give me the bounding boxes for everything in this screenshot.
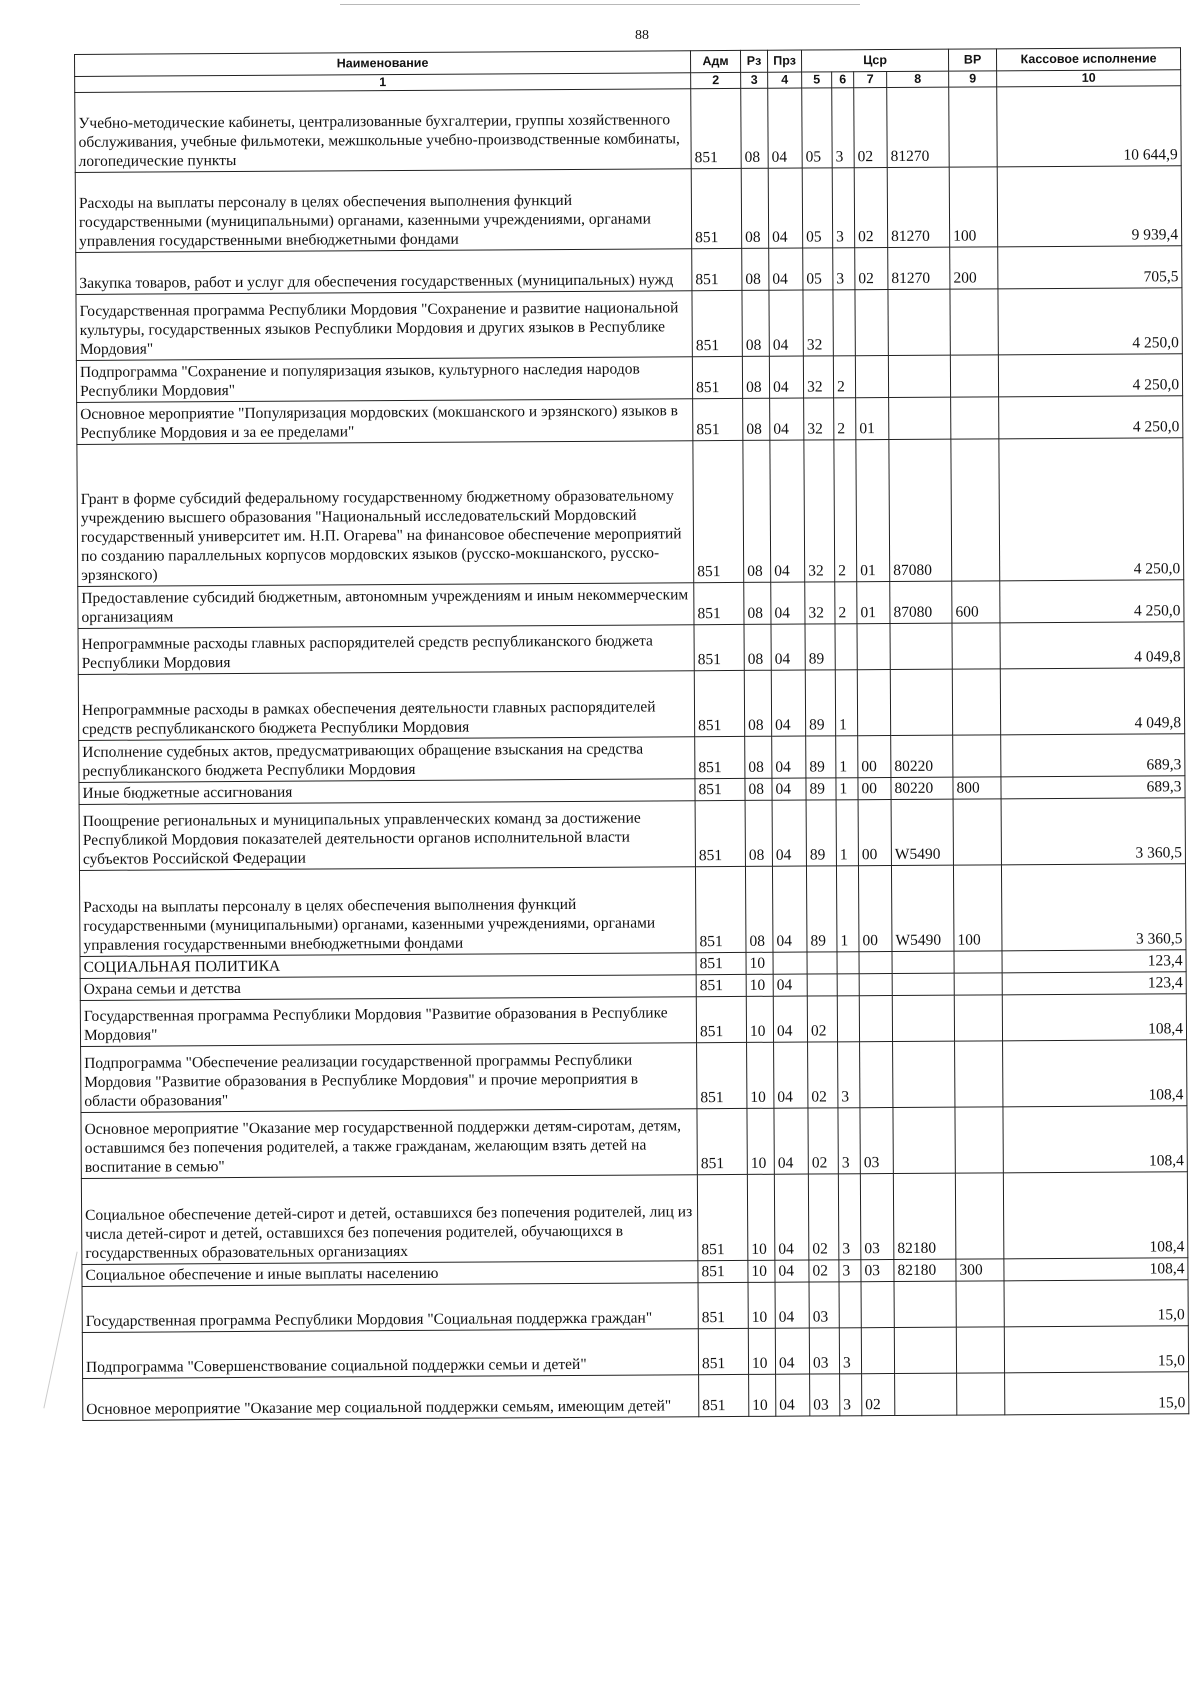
row-csr-5: 32 [804,398,834,440]
row-csr-8 [892,951,954,973]
row-adm: 851 [697,1108,747,1174]
row-name: Непрограммные расходы главных распорядителей средств республиканского бюджета Республики Мордовия [78,625,694,675]
header-prz: Прз [767,50,801,72]
row-csr-6: 3 [832,168,854,248]
row-csr-6: 2 [834,398,856,440]
row-prz: 04 [772,866,807,952]
row-name: Поощрение региональных и муниципальных управленческих команд за достижение Республикой Мордовия показателей деятельности органов исполнительной власти субъектов Российской Федерации [79,801,695,871]
row-csr-6: 1 [836,800,858,866]
table-row [79,798,1185,871]
row-rz: 08 [742,248,769,290]
row-vr [956,1327,1004,1373]
row-adm: 851 [697,1174,748,1260]
row-prz: 04 [775,1328,809,1374]
row-prz: 04 [769,290,803,356]
row-prz: 04 [770,398,804,440]
row-adm: 851 [695,866,746,952]
row-csr-5: 02 [808,1042,838,1108]
row-vr: 800 [953,777,1001,799]
row-name: Исполнение судебных актов, предусматривающих обращение взыскания на средства республиканского бюджета Республики Мордовия [79,737,695,783]
row-rz: 08 [742,356,769,398]
row-name: Расходы на выплаты персоналу в целях обеспечения выполнения функций государственными (муниципальными) органами, казенными учреждениями, органами управления государственными внебюджетными фондами [79,867,696,957]
row-csr-8: 80220 [891,735,953,777]
row-amount: 4 250,0 [998,354,1182,397]
row-csr-7 [859,952,892,974]
row-csr-8: 81270 [887,167,950,247]
row-vr [955,1107,1003,1173]
row-csr-6 [833,290,855,356]
row-csr-6 [837,974,859,996]
row-amount: 15,0 [1004,1326,1188,1373]
row-amount: 4 250,0 [999,396,1183,439]
row-rz: 10 [746,952,773,974]
row-csr-7: 03 [861,1260,894,1282]
table-row [78,580,1184,629]
row-csr-7 [855,356,888,398]
row-csr-5: 03 [809,1328,839,1374]
row-csr-7 [860,1042,893,1108]
row-adm: 851 [698,1282,748,1328]
row-csr-5: 03 [809,1282,839,1328]
row-adm: 851 [696,996,746,1042]
row-vr: 300 [956,1259,1004,1281]
row-csr-7: 01 [856,398,889,440]
row-vr [954,951,1002,973]
row-rz: 08 [743,398,770,440]
row-csr-6: 3 [833,248,855,290]
row-csr-6: 1 [836,736,858,778]
row-name: Государственная программа Республики Мордовия "Сохранение и развитие национальной культуры, государственных языков Республики Мордовия и других языков в Республике Мордовия" [76,291,692,361]
row-adm: 851 [692,290,742,356]
row-rz: 08 [741,168,768,248]
row-csr-7: 00 [858,778,891,800]
row-vr [954,973,1002,995]
table-row [82,1280,1188,1333]
row-csr-8 [889,397,951,439]
row-name: Государственная программа Республики Мордовия "Развитие образования в Республике Мордовия" [80,997,696,1047]
row-amount: 108,4 [1003,1172,1188,1259]
row-csr-7 [861,1282,894,1328]
row-rz: 10 [747,1042,774,1108]
row-amount: 108,4 [1003,1040,1187,1107]
row-csr-7: 00 [858,736,891,778]
column-number: 4 [768,72,802,88]
row-amount: 689,3 [1001,734,1185,777]
row-name: Подпрограмма "Совершенствование социальной поддержки семьи и детей" [82,1329,698,1379]
row-rz: 10 [748,1260,775,1282]
row-csr-6: 3 [832,88,854,168]
row-csr-5: 32 [804,440,835,582]
row-csr-7 [861,1328,894,1374]
row-name: Грант в форме субсидий федеральному государственному бюджетному образовательному учреждению высшего образования "Национальный исследовательский Мордовский государственный университет им. Н.П. Огарева" на финансовое обеспечение мероприятий по созданию параллельных корпусов мордовских языков (русско-мокшанского, русско-эрзянского) [77,441,694,587]
row-adm: 851 [692,356,742,398]
row-vr: 200 [950,247,998,289]
row-csr-6 [837,952,859,974]
row-amount: 4 049,8 [1000,622,1184,669]
row-csr-6: 1 [836,778,858,800]
row-amount: 108,4 [1003,1106,1187,1173]
column-number: 1 [75,73,691,93]
row-name: СОЦИАЛЬНАЯ ПОЛИТИКА [80,953,696,979]
header-adm: Адм [690,50,740,72]
row-csr-5: 02 [807,996,837,1042]
row-prz: 04 [774,1174,809,1260]
row-vr [950,289,998,355]
row-csr-5: 32 [803,290,833,356]
table-row [81,1172,1188,1265]
row-name: Подпрограмма "Сохранение и популяризация языков, культурного наследия народов Республики Мордовия" [76,357,692,403]
row-csr-8 [894,1281,956,1327]
row-csr-8: W5490 [891,865,954,951]
table-row [76,354,1182,403]
row-csr-7: 02 [854,88,887,168]
table-row [81,1106,1187,1179]
row-amount: 3 360,5 [1002,864,1187,951]
row-csr-8 [888,355,950,397]
row-adm: 851 [698,1328,748,1374]
row-csr-8 [890,669,952,735]
row-csr-8: 81270 [888,247,950,289]
row-csr-6: 3 [840,1374,862,1416]
row-amount: 15,0 [1005,1372,1189,1415]
row-prz: 04 [773,996,807,1042]
row-csr-6: 1 [836,866,859,952]
table-row [75,86,1181,173]
row-amount: 705,5 [998,246,1182,289]
row-amount: 4 250,0 [1000,580,1184,623]
row-csr-8 [893,1041,955,1107]
header-csr: Цср [801,49,948,72]
row-csr-6 [837,996,859,1042]
row-rz: 10 [748,1282,775,1328]
row-adm: 851 [696,974,746,996]
column-number: 7 [854,72,887,88]
column-number: 6 [832,72,854,88]
row-prz: 04 [774,1108,808,1174]
row-rz: 08 [743,440,771,582]
row-csr-5: 89 [806,778,836,800]
row-name: Государственная программа Республики Мордовия "Социальная поддержка граждан" [82,1283,698,1333]
column-number: 8 [887,71,949,87]
row-csr-5 [807,952,837,974]
row-prz: 04 [775,1282,809,1328]
row-prz: 04 [772,800,806,866]
row-csr-5: 89 [806,736,836,778]
row-vr [957,1373,1005,1415]
row-csr-8 [893,1107,955,1173]
row-name: Основное мероприятие "Оказание мер государственной поддержки детям-сиротам, детям, оставшимся без попечения родителей, а также гражданам, желающим взять детей на воспитание в семью" [81,1109,697,1179]
row-csr-7: 02 [854,168,887,248]
row-vr [952,669,1000,735]
table-row [78,622,1184,675]
row-csr-8 [892,995,954,1041]
row-adm: 851 [697,1042,747,1108]
row-prz [773,952,807,974]
row-adm: 851 [698,1260,748,1282]
row-vr [953,799,1001,865]
row-rz: 10 [746,996,773,1042]
column-number: 2 [691,72,741,88]
row-amount: 9 939,4 [997,166,1181,247]
row-csr-6: 3 [838,1108,860,1174]
row-amount: 3 360,5 [1001,798,1185,865]
row-csr-5: 89 [806,866,837,952]
row-csr-7: 01 [857,582,890,624]
budget-sheet [74,47,1188,1421]
table-row [83,1372,1189,1421]
row-csr-8: 80220 [891,777,953,799]
row-name: Учебно-методические кабинеты, централизованные бухгалтерии, группы хозяйственного обслуживания, учебные фильмотеки, межшкольные учебно-производственные комбинаты, логопедические пункты [75,89,691,173]
row-vr: 100 [954,865,1003,951]
row-csr-5: 05 [802,168,832,248]
row-vr [950,355,998,397]
table-body [75,86,1189,1421]
row-amount: 108,4 [1004,1258,1188,1281]
row-csr-7: 01 [856,440,890,582]
table-row [75,166,1181,253]
row-adm: 851 [691,88,741,168]
row-adm: 851 [695,736,745,778]
table-row [76,288,1182,361]
row-rz: 08 [745,778,772,800]
table-row [81,1040,1187,1113]
row-rz: 10 [748,1328,775,1374]
row-csr-7 [859,974,892,996]
header-vr: ВР [949,49,997,71]
row-csr-8: 87080 [890,581,952,623]
row-vr [956,1281,1004,1327]
row-adm: 851 [693,398,743,440]
table-row [77,396,1183,445]
row-prz: 04 [769,248,803,290]
scan-artifact-line [340,4,860,5]
row-csr-6 [835,624,857,670]
row-csr-6: 2 [835,582,857,624]
row-vr [949,87,997,167]
row-adm: 851 [693,440,744,582]
row-csr-8 [892,973,954,995]
row-csr-6: 1 [835,670,857,736]
row-csr-5: 02 [808,1174,839,1260]
row-amount: 15,0 [1004,1280,1188,1327]
row-adm: 851 [696,952,746,974]
row-csr-7: 02 [855,248,888,290]
row-csr-7 [857,670,890,736]
table-row [76,246,1182,295]
row-rz: 08 [745,736,772,778]
row-amount: 10 644,9 [997,86,1181,167]
row-csr-6: 3 [838,1174,861,1260]
row-csr-7: 00 [858,866,892,952]
row-rz: 08 [744,582,771,624]
row-vr [951,439,1000,581]
row-csr-5: 02 [809,1260,839,1282]
row-prz: 04 [771,624,805,670]
row-csr-8 [888,289,950,355]
row-prz: 04 [769,356,803,398]
table-row [80,994,1186,1047]
table-row [78,668,1184,741]
row-csr-8: 81270 [887,87,950,167]
row-csr-5: 03 [810,1374,840,1416]
row-csr-5: 89 [806,800,836,866]
row-csr-8 [890,623,952,669]
table-row [82,1326,1188,1379]
row-rz: 08 [742,290,769,356]
row-prz: 04 [776,1374,810,1416]
row-csr-8: 87080 [889,439,952,581]
row-name: Основное мероприятие "Популяризация мордовских (мокшанского и эрзянского) языков в Республике Мордовия и за ее пределами" [77,399,693,445]
row-csr-7: 00 [858,800,891,866]
table-row [77,438,1184,587]
row-csr-5: 32 [803,356,833,398]
page-number: 88 [635,28,649,43]
row-csr-5: 02 [808,1108,838,1174]
row-vr [955,1041,1003,1107]
row-vr [952,623,1000,669]
row-csr-8: 82180 [894,1259,956,1281]
row-csr-7 [857,624,890,670]
row-amount: 4 049,8 [1000,668,1184,735]
column-number: 10 [997,70,1181,87]
row-vr [954,995,1002,1041]
row-csr-7: 02 [862,1374,895,1416]
row-csr-6: 2 [834,440,857,582]
row-csr-5: 05 [802,88,832,168]
row-vr: 600 [952,581,1000,623]
row-name: Подпрограмма "Обеспечение реализации государственной программы Республики Мордовия "Развитие образования в Республике Мордовия" и прочие мероприятия в области образования" [81,1043,697,1113]
row-amount: 123,4 [1002,972,1186,995]
header-amount: Кассовое исполнение [997,48,1181,71]
row-csr-5: 05 [803,248,833,290]
row-csr-5 [807,974,837,996]
row-prz: 04 [772,736,806,778]
row-amount: 108,4 [1002,994,1186,1041]
row-name: Расходы на выплаты персоналу в целях обеспечения выполнения функций государственными (муниципальными) органами, казенными учреждениями, органами управления государственными внебюджетными фондами [75,169,691,253]
row-adm: 851 [694,624,744,670]
scan-artifact-mark [43,1252,77,1409]
row-amount: 123,4 [1002,950,1186,973]
row-adm: 851 [694,670,744,736]
row-csr-6: 3 [839,1260,861,1282]
row-name: Социальное обеспечение детей-сирот и детей, оставшихся без попечения родителей, лиц из числа детей-сирот и детей, оставшихся без попечения родителей, обучающихся в государственных образовательных организациях [81,1175,698,1265]
row-vr [955,1173,1004,1259]
row-prz: 04 [768,168,802,248]
row-prz: 04 [773,974,807,996]
row-csr-5: 89 [805,624,835,670]
row-adm: 851 [695,778,745,800]
row-csr-7 [855,290,888,356]
row-prz: 04 [770,440,805,582]
row-csr-6 [839,1282,861,1328]
row-rz: 10 [747,1108,774,1174]
row-csr-7: 03 [860,1174,894,1260]
row-csr-7 [859,996,892,1042]
row-csr-8 [894,1327,956,1373]
row-prz: 04 [768,88,802,168]
budget-table [74,47,1189,1421]
row-name: Непрограммные расходы в рамках обеспечения деятельности главных распорядителей средств республиканского бюджета Республики Мордовия [78,671,694,741]
row-rz: 08 [745,800,772,866]
row-name: Социальное обеспечение и иные выплаты населению [82,1261,698,1287]
row-rz: 10 [747,1174,775,1260]
row-vr [951,397,999,439]
row-name: Предоставление субсидий бюджетным, автономным учреждениям и иным некоммерческим организациям [78,583,694,629]
row-name: Основное мероприятие "Оказание мер социальной поддержки семьям, имеющим детей" [83,1375,699,1421]
row-csr-8: 82180 [893,1173,956,1259]
row-adm: 851 [692,248,742,290]
row-rz: 10 [749,1374,776,1416]
row-adm: 851 [694,582,744,624]
row-csr-5: 32 [805,582,835,624]
column-number: 3 [741,72,768,88]
row-name: Иные бюджетные ассигнования [79,779,695,805]
header-rz: Рз [740,50,767,72]
row-csr-8 [895,1373,957,1415]
row-csr-5: 89 [805,670,835,736]
row-prz: 04 [771,670,805,736]
row-name: Закупка товаров, работ и услуг для обеспечения государственных (муниципальных) нужд [76,249,692,295]
table-row [79,864,1186,957]
row-rz: 10 [746,974,773,996]
row-vr [953,735,1001,777]
row-prz: 04 [771,582,805,624]
row-vr: 100 [949,167,997,247]
row-amount: 689,3 [1001,776,1185,799]
row-csr-6: 3 [839,1328,861,1374]
row-csr-8: W5490 [891,799,953,865]
row-adm: 851 [699,1374,749,1416]
row-amount: 4 250,0 [999,438,1184,581]
row-name: Охрана семьи и детства [80,975,696,1001]
row-rz: 08 [745,866,773,952]
row-csr-6: 3 [838,1042,860,1108]
row-amount: 4 250,0 [998,288,1182,355]
row-prz: 04 [774,1042,808,1108]
column-number: 5 [802,72,832,88]
row-adm: 851 [691,168,741,248]
row-adm: 851 [695,800,745,866]
header-name: Наименование [75,51,691,77]
row-rz: 08 [744,670,771,736]
row-csr-7: 03 [860,1108,893,1174]
row-rz: 08 [744,624,771,670]
column-number: 9 [949,71,997,87]
row-csr-6: 2 [833,356,855,398]
row-rz: 08 [741,88,768,168]
row-prz: 04 [775,1260,809,1282]
row-prz: 04 [772,778,806,800]
table-row [79,734,1185,783]
